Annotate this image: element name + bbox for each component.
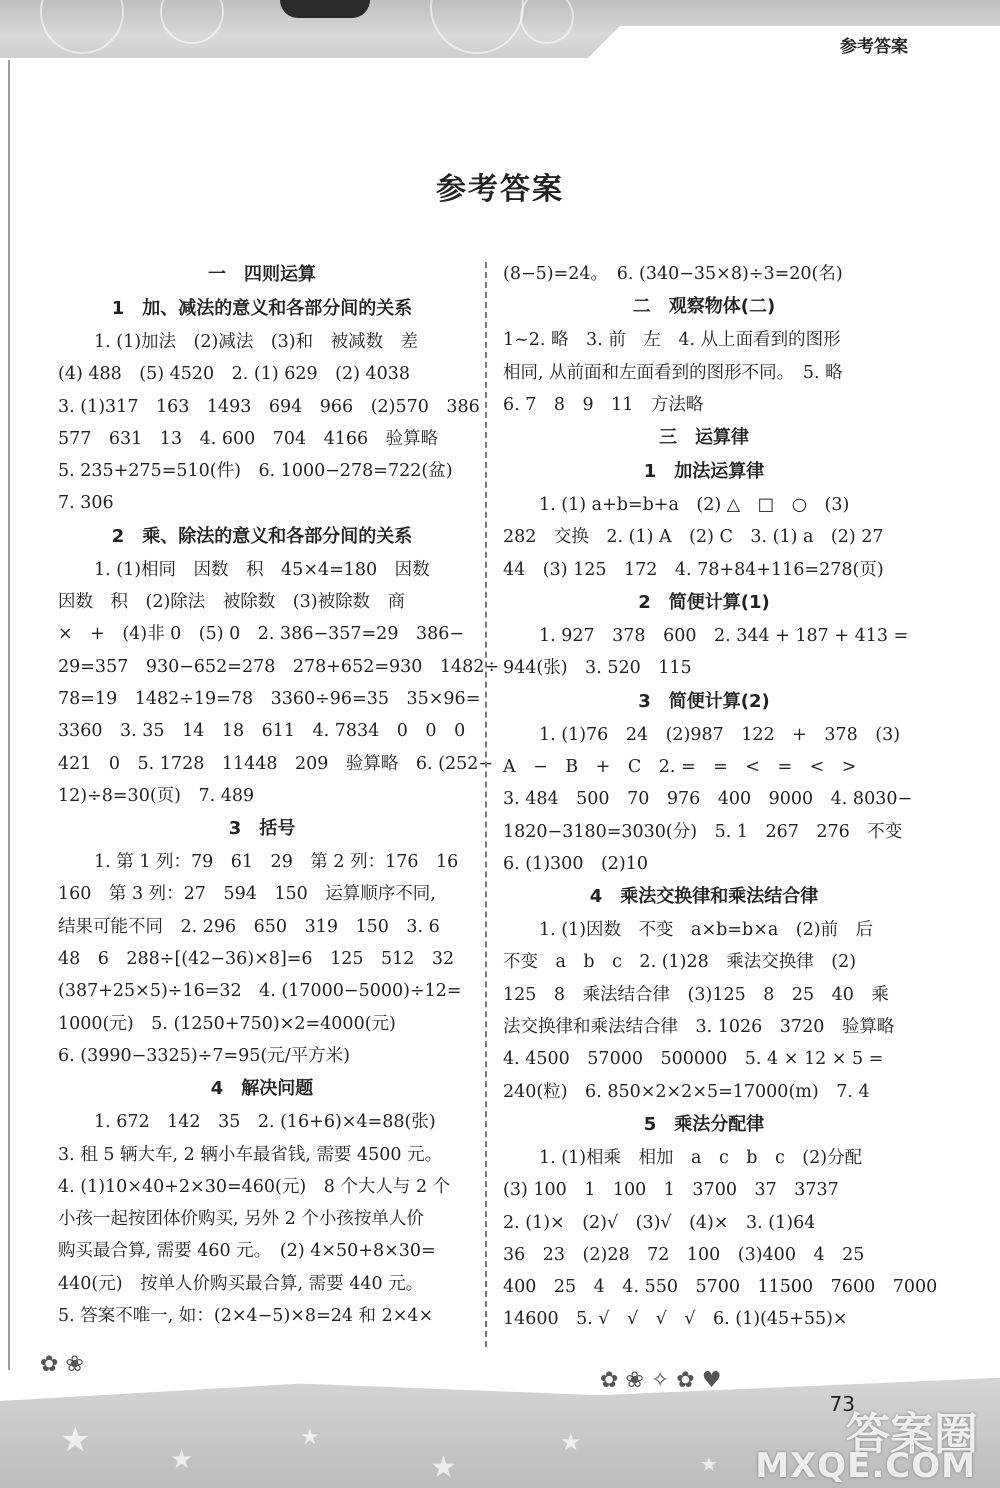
page-number: 73 bbox=[829, 1392, 855, 1416]
section-heading: 2 简便计算(1) bbox=[638, 592, 770, 614]
answer-line: 1. (1)因数 不变 a×b=b×a (2)前 后 bbox=[539, 920, 874, 941]
answer-line: 不变 a b c 2. (1)28 乘法交换律 (2) bbox=[503, 952, 857, 973]
answer-line: 5. 235+275=510(件) 6. 1000−278=722(盆) bbox=[58, 461, 453, 482]
section-heading: 二 观察物体(二) bbox=[632, 296, 776, 318]
answer-line: 160 第 3 列：27 594 150 运算顺序不同, bbox=[58, 884, 436, 905]
answer-line: 1. (1)相乘 相加 a c b c (2)分配 bbox=[539, 1147, 863, 1168]
answer-line: (4) 488 (5) 4520 2. (1) 629 (2) 4038 bbox=[58, 364, 411, 385]
header-label: 参考答案 bbox=[840, 37, 908, 57]
answer-line: 421 0 5. 1728 11448 209 验算略 6. (252− bbox=[58, 753, 494, 774]
answer-line: 1. 927 378 600 2. 344 + 187 + 413 = bbox=[539, 626, 909, 647]
answer-line: 944(张) 3. 520 115 bbox=[503, 658, 692, 679]
answer-line: 4. (1)10×40+2×30=460(元) 8 个大人与 2 个 bbox=[58, 1176, 451, 1197]
header-dark-shape bbox=[280, 0, 370, 18]
flower-decoration: ✿ ❀ bbox=[40, 1352, 84, 1377]
star-decoration: ★ bbox=[300, 1425, 320, 1450]
answer-line: 440(元) 按单人价购买最合算, 需要 440 元。 bbox=[58, 1273, 424, 1294]
answer-line: 29=357 930−652=278 278+652=930 1482÷ bbox=[58, 656, 500, 677]
watermark-url: MXQE.COM bbox=[755, 1446, 976, 1486]
section-heading: 三 运算律 bbox=[659, 427, 749, 449]
answer-line: 1000(元) 5. (1250+750)×2=4000(元) bbox=[58, 1013, 396, 1034]
answer-line: (8−5)=24。 6. (340−35×8)÷3=20(名) bbox=[503, 264, 843, 284]
answer-line: 3. (1)317 163 1493 694 966 (2)570 386 bbox=[58, 396, 480, 417]
answer-line: 78=19 1482÷19=78 3360÷96=35 35×96= bbox=[58, 688, 481, 709]
answer-line: 6. (3990−3325)÷7=95(元/平方米) bbox=[58, 1045, 350, 1066]
answer-line: 12)÷8=30(页) 7. 489 bbox=[58, 785, 255, 806]
flower-decoration: ✿ ❀ ✧ ✿ ♥ bbox=[600, 1368, 722, 1393]
right-column bbox=[503, 258, 938, 1336]
answer-line: 1. (1)76 24 (2)987 122 + 378 (3) bbox=[539, 724, 901, 745]
answer-line: 240(粒) 6. 850×2×2×5=17000(m) 7. 4 bbox=[503, 1081, 870, 1102]
answer-line: 3. 租 5 辆大车, 2 辆小车最省钱, 需要 4500 元。 bbox=[58, 1144, 443, 1165]
answer-line: 6. (1)300 (2)10 bbox=[503, 853, 649, 874]
answer-line: 282 交换 2. (1) A (2) C 3. (1) a (2) 27 bbox=[503, 527, 884, 548]
column-divider bbox=[485, 262, 487, 1347]
answer-line: 1. (1)相同 因数 积 45×4=180 因数 bbox=[94, 559, 430, 580]
answer-line: 相同, 从前面和左面看到的图形不同。 5. 略 bbox=[503, 362, 843, 383]
star-decoration: ★ bbox=[700, 1452, 718, 1476]
answer-line: 3360 3. 35 14 18 611 4. 7834 0 0 0 bbox=[58, 721, 466, 742]
answer-line: 结果可能不同 2. 296 650 319 150 3. 6 bbox=[58, 916, 440, 937]
star-decoration: ★ bbox=[60, 1420, 91, 1460]
answer-line: 1~2. 略 3. 前 左 4. 从上面看到的图形 bbox=[503, 330, 841, 351]
answer-line: 14600 5. √ √ √ √ 6. (1)(45+55)× bbox=[503, 1309, 848, 1330]
section-heading: 3 括号 bbox=[228, 818, 296, 840]
answer-line: 2. (1)× (2)√ (3)√ (4)× 3. (1)64 bbox=[503, 1212, 816, 1233]
answer-line: 1820−3180=3030(分) 5. 1 267 276 不变 bbox=[503, 821, 903, 842]
answer-line: 36 23 (2)28 72 100 (3)400 4 25 bbox=[503, 1244, 865, 1265]
section-heading: 4 乘法交换律和乘法结合律 bbox=[589, 886, 819, 908]
section-heading: 2 乘、除法的意义和各部分间的关系 bbox=[111, 525, 413, 547]
star-decoration: ★ bbox=[430, 1450, 457, 1485]
answer-line: 125 8 乘法结合律 (3)125 8 25 40 乘 bbox=[503, 984, 889, 1005]
left-margin-rule bbox=[8, 60, 10, 1370]
answer-line: 48 6 288÷[(42−36)×8]=6 125 512 32 bbox=[58, 949, 455, 970]
answer-line: 小孩一起按团体价购买, 另外 2 个小孩按单人价 bbox=[58, 1209, 424, 1230]
section-heading: 3 简便计算(2) bbox=[638, 690, 770, 712]
left-column bbox=[58, 258, 500, 1332]
answer-line: 7. 306 bbox=[58, 493, 114, 514]
answer-line: 1. 672 142 35 2. (16+6)×4=88(张) bbox=[94, 1112, 436, 1133]
answer-line: 400 25 4 4. 550 5700 11500 7600 7000 bbox=[503, 1277, 938, 1298]
answer-line: (3) 100 1 100 1 3700 37 3737 bbox=[503, 1180, 839, 1201]
section-heading: 一 四则运算 bbox=[208, 264, 316, 285]
answer-line: 4. 4500 57000 500000 5. 4 × 12 × 5 = bbox=[503, 1049, 884, 1070]
answer-line: 1. (1)加法 (2)减法 (3)和 被减数 差 bbox=[94, 332, 419, 352]
section-heading: 4 解决问题 bbox=[210, 1078, 314, 1100]
answer-line: 1. 第 1 列：79 61 29 第 2 列：176 16 bbox=[94, 852, 459, 873]
header-tab bbox=[580, 26, 1000, 66]
answer-line: (387+25×5)÷16=32 4. (17000−5000)÷12= bbox=[58, 981, 462, 1002]
watermark-logo: 答案圈 bbox=[846, 1409, 978, 1460]
answer-line: 法交换律和乘法结合律 3. 1026 3720 验算略 bbox=[503, 1017, 895, 1038]
star-decoration: ★ bbox=[170, 1445, 194, 1475]
answer-line: 6. 7 8 9 11 方法略 bbox=[503, 394, 704, 415]
answer-line: 44 (3) 125 172 4. 78+84+116=278(页) bbox=[503, 559, 884, 580]
answer-line: 577 631 13 4. 600 704 4166 验算略 bbox=[58, 428, 439, 449]
section-heading: 1 加、减法的意义和各部分间的关系 bbox=[111, 298, 413, 319]
answer-line: 购买最合算, 需要 460 元。 (2) 4×50+8×30= bbox=[58, 1241, 436, 1262]
section-heading: 1 加法运算律 bbox=[643, 461, 765, 483]
answer-line: A − B + C 2. = = < = < > bbox=[503, 756, 857, 777]
star-decoration: ★ bbox=[560, 1428, 582, 1456]
answer-line: 5. 答案不唯一, 如：(2×4−5)×8=24 和 2×4× bbox=[58, 1306, 434, 1327]
section-heading: 5 乘法分配律 bbox=[643, 1113, 765, 1135]
answer-line: 1. (1) a+b=b+a (2) △ □ ○ (3) bbox=[539, 495, 850, 516]
page-title: 参考答案 bbox=[436, 172, 564, 207]
answer-line: 因数 积 (2)除法 被除数 (3)被除数 商 bbox=[58, 592, 406, 613]
answer-line: × + (4)非 0 (5) 0 2. 386−357=29 386− bbox=[58, 624, 465, 645]
answer-line: 3. 484 500 70 976 400 9000 4. 8030− bbox=[503, 789, 913, 810]
